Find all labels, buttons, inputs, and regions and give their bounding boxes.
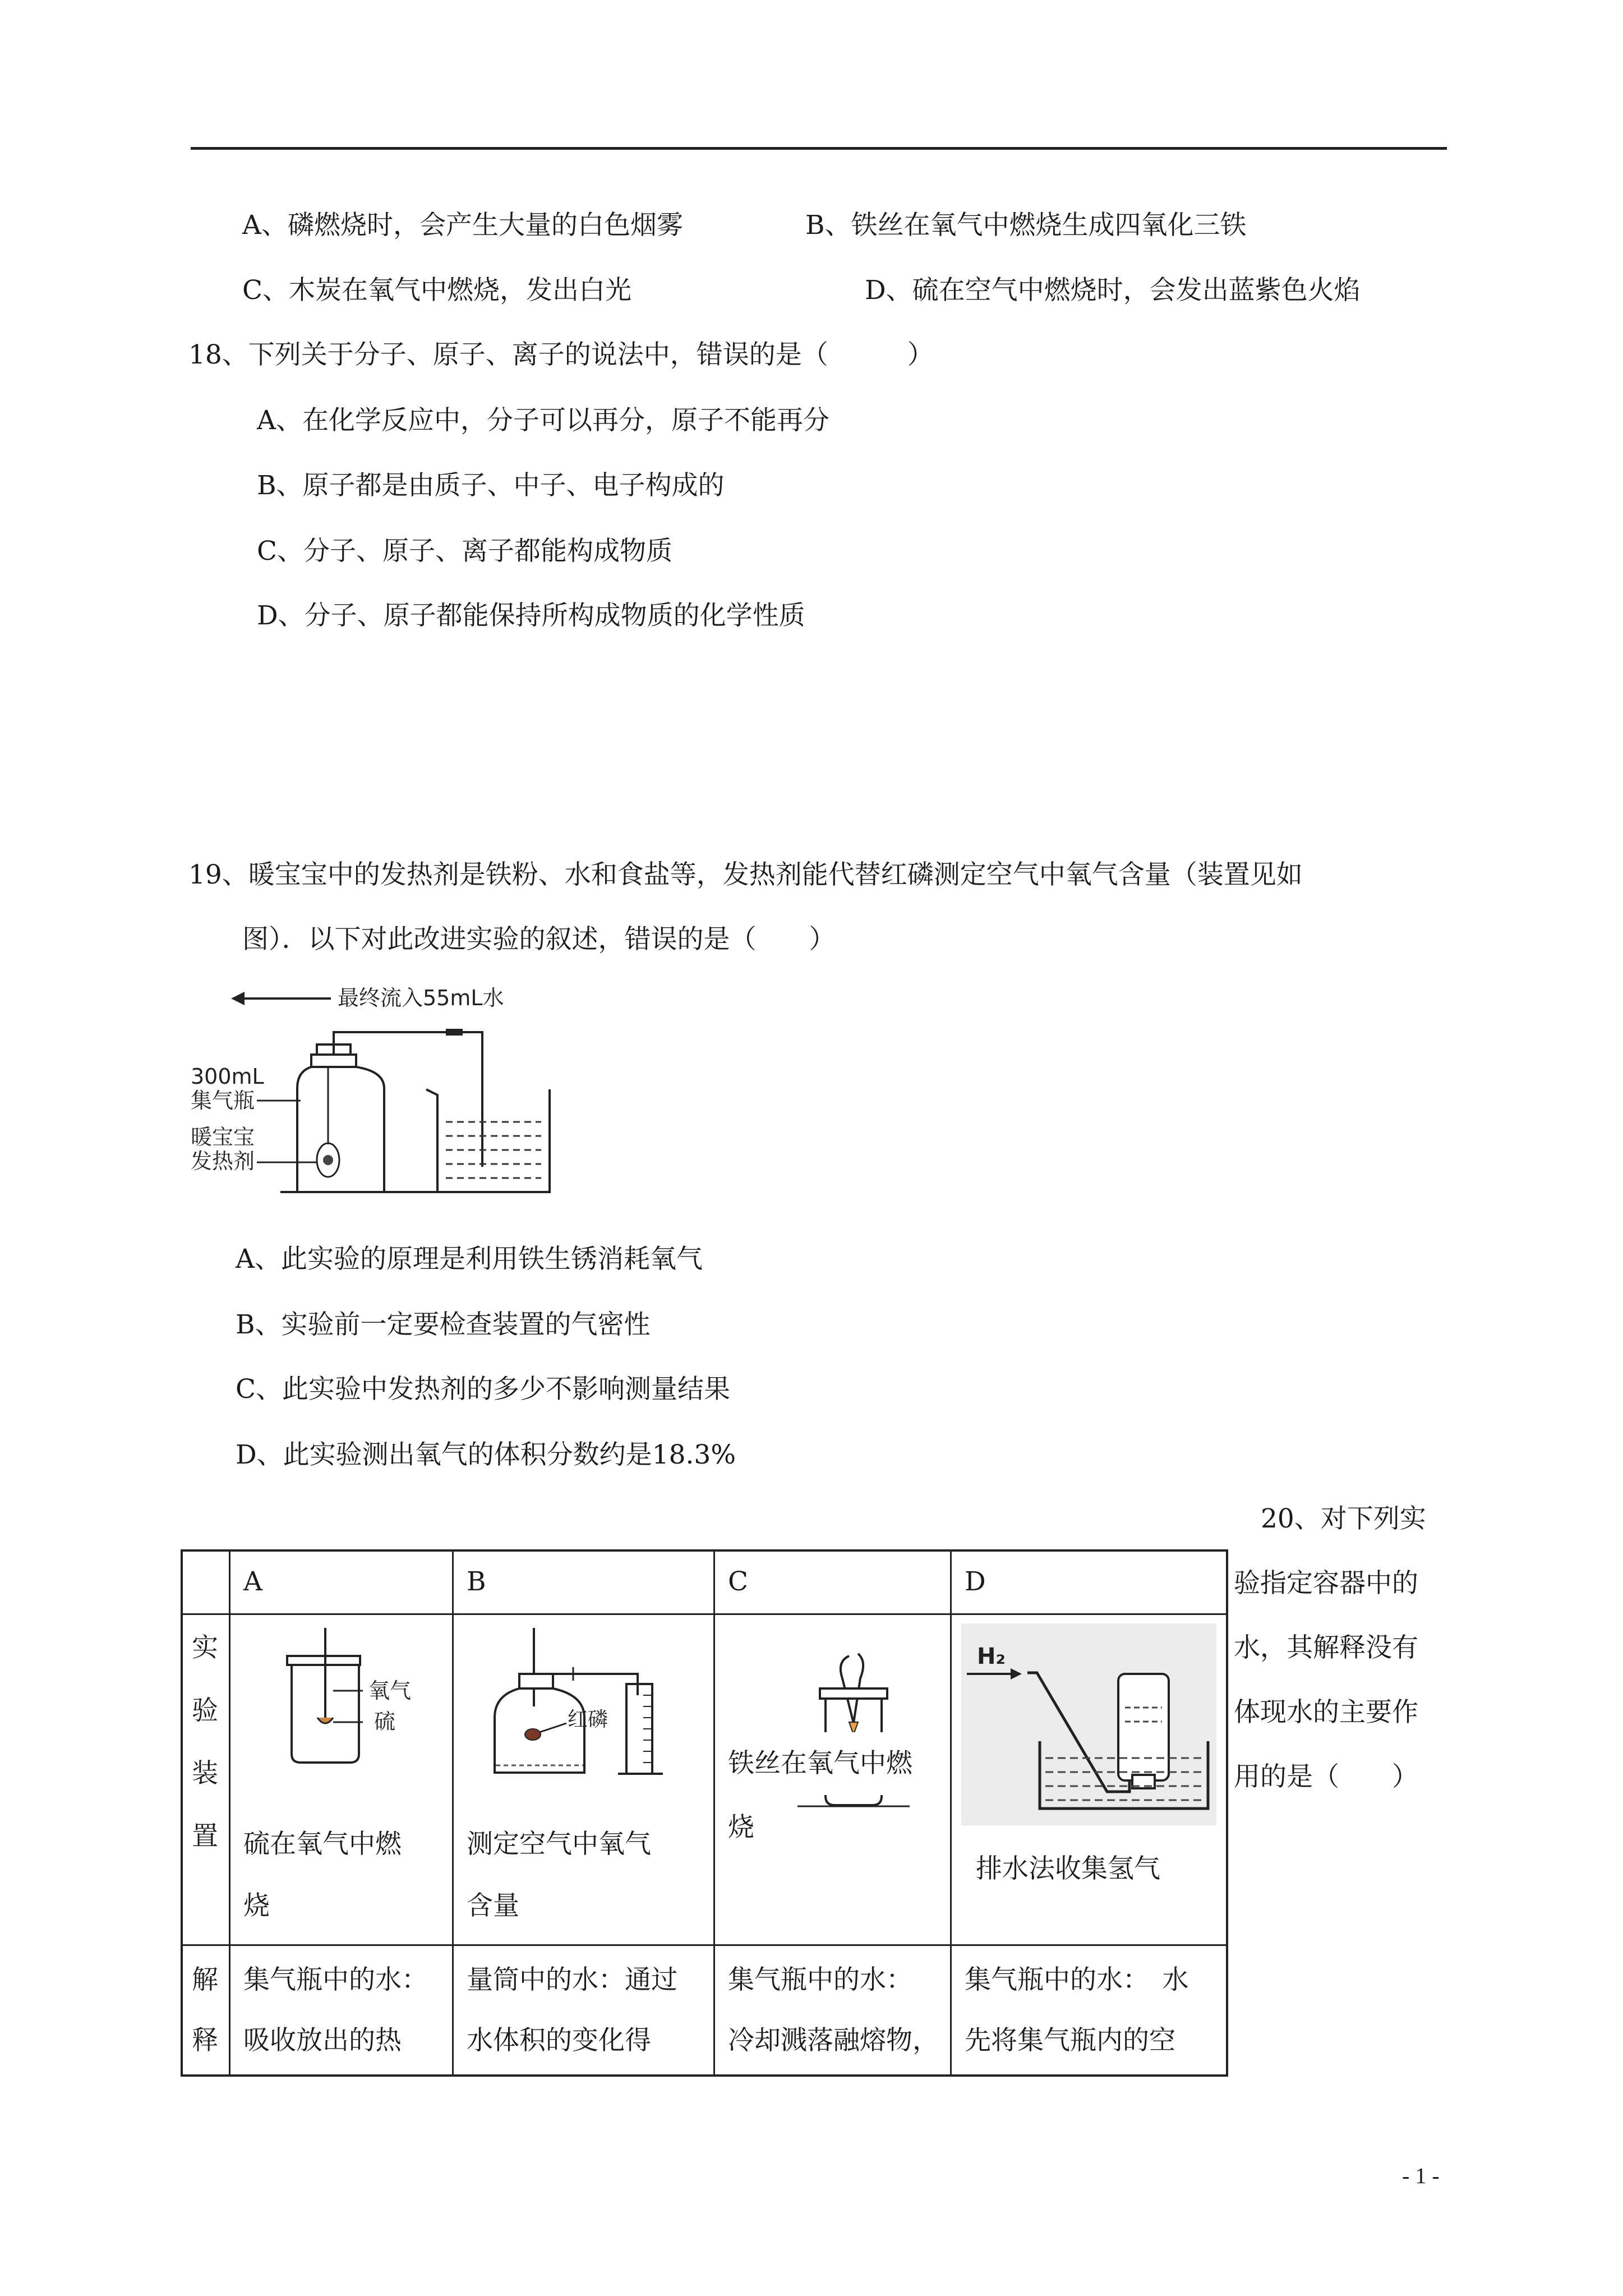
col-header-d: D (965, 1566, 986, 1597)
q20-stem-line1: 20、对下列实 (1261, 1503, 1426, 1534)
q18-option-a: A、在化学反应中，分子可以再分，原子不能再分 (257, 405, 829, 436)
q20-stem-line2: 验指定容器中的 (1234, 1568, 1418, 1599)
q20-stem-line3: 水，其解释没有 (1234, 1632, 1418, 1663)
svg-text:红磷: 红磷 (568, 1708, 608, 1731)
caption-d-1: 排水法收集氢气 (976, 1853, 1160, 1884)
q17-option-a: A、磷燃烧时，会产生大量的白色烟雾 (242, 210, 683, 241)
q19-option-d: D、此实验测出氧气的体积分数约是18.3% (236, 1439, 736, 1470)
q19-option-c: C、此实验中发热剂的多少不影响测量结果 (236, 1374, 730, 1405)
row-label-setup-2: 验 (192, 1695, 218, 1726)
q19-apparatus-figure (191, 982, 572, 1212)
svg-text:氧气: 氧气 (368, 1678, 412, 1703)
q19-option-b: B、实验前一定要检查装置的气密性 (236, 1309, 651, 1340)
caption-a-2: 烧 (243, 1890, 270, 1921)
svg-text:硫: 硫 (374, 1709, 396, 1734)
caption-b-1: 测定空气中氧气 (467, 1829, 651, 1860)
q20-experiment-table (181, 1549, 1228, 2077)
explain-b-1: 量筒中的水：通过 (467, 1964, 677, 1995)
svg-text:发热剂: 发热剂 (191, 1149, 255, 1174)
q17-option-b: B、铁丝在氧气中燃烧生成四氧化三铁 (805, 210, 1247, 241)
q17-option-c: C、木炭在氧气中燃烧，发出白光 (242, 275, 631, 306)
svg-text:集气瓶: 集气瓶 (191, 1088, 255, 1113)
row-label-setup-4: 置 (192, 1821, 218, 1852)
row-label-setup-3: 装 (192, 1758, 218, 1789)
q20-stem-line4: 体现水的主要作 (1234, 1697, 1418, 1728)
explain-c-2: 冷却溅落融熔物， (728, 2025, 939, 2056)
q19-stem-line2: 图）．以下对此改进实验的叙述，错误的是（ ） (242, 924, 836, 955)
page-number: - 1 - (1402, 2163, 1440, 2188)
q20-stem-line5: 用的是（ ） (1234, 1761, 1418, 1792)
svg-text:300mL: 300mL (191, 1064, 264, 1089)
explain-d-2: 先将集气瓶内的空 (965, 2025, 1175, 2056)
figure-oxygen-measurement (483, 1622, 708, 1791)
row-label-explain-1: 解 (192, 1964, 218, 1995)
caption-a-1: 硫在氧气中燃 (243, 1829, 402, 1860)
explain-a-2: 吸收放出的热 (243, 2025, 402, 2056)
q18-stem: 18、下列关于分子、原子、离子的说法中，错误的是（ ） (188, 339, 934, 370)
caption-b-2: 含量 (467, 1890, 519, 1921)
col-header-b: B (467, 1566, 486, 1597)
row-label-explain-2: 释 (192, 2025, 218, 2056)
header-rule (191, 147, 1447, 150)
figure-hydrogen-collection (961, 1623, 1216, 1825)
caption-c-1: 铁丝在氧气中燃 (728, 1732, 941, 1795)
svg-text:暖宝宝: 暖宝宝 (191, 1125, 255, 1149)
q18-option-d: D、分子、原子都能保持所构成物质的化学性质 (257, 600, 805, 631)
explain-b-2: 水体积的变化得 (467, 2025, 651, 2056)
explain-a-1: 集气瓶中的水： (243, 1964, 428, 1995)
col-header-a: A (243, 1566, 262, 1597)
explain-d-1: 集气瓶中的水： 水 (965, 1964, 1189, 1995)
explain-c-1: 集气瓶中的水： (728, 1964, 912, 1995)
q19-stem-line1: 19、暖宝宝中的发热剂是铁粉、水和食盐等，发热剂能代替红磷测定空气中氧气含量（装置见如 (188, 859, 1303, 890)
q17-option-d: D、硫在空气中燃烧时，会发出蓝紫色火焰 (865, 275, 1361, 306)
row-label-setup-1: 实 (192, 1632, 218, 1663)
q18-option-c: C、分子、原子、离子都能构成物质 (257, 536, 672, 567)
figure-sulfur-combustion (270, 1628, 439, 1768)
q18-option-b: B、原子都是由质子、中子、电子构成的 (257, 470, 725, 501)
svg-text:H₂: H₂ (977, 1644, 1006, 1669)
arrow-label: 最终流入55mL水 (338, 986, 504, 1010)
col-header-c: C (728, 1566, 748, 1597)
q19-option-a: A、此实验的原理是利用铁生锈消耗氧气 (236, 1244, 703, 1274)
caption-c-2: 烧 (728, 1812, 754, 1843)
flow-arrow-icon (231, 992, 245, 1005)
